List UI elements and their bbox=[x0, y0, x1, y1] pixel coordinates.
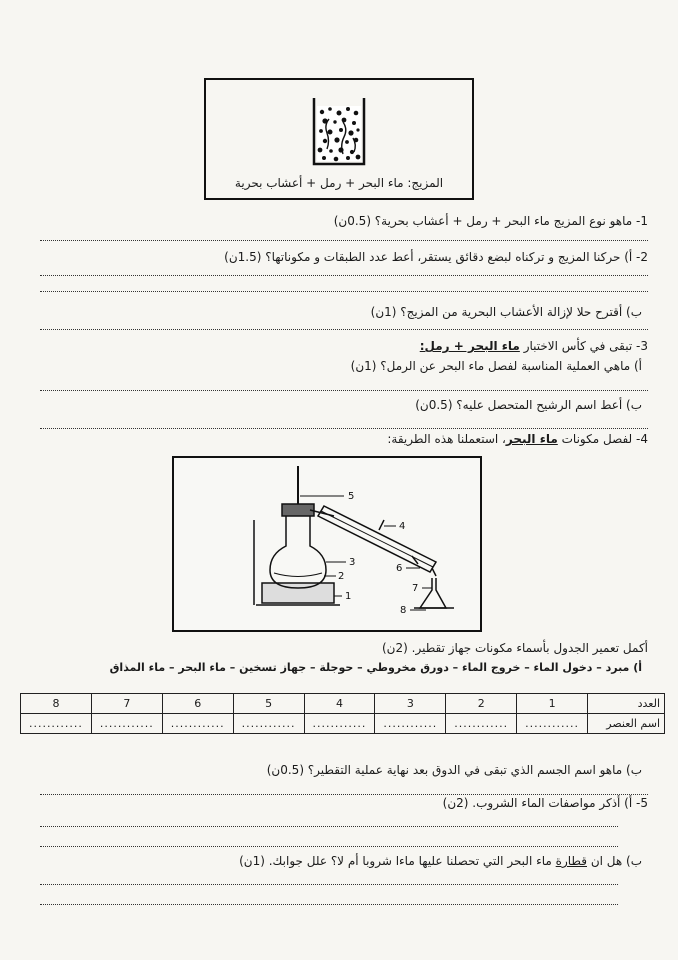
question-3-prefix: 3- تبقى في كأس الاختبار bbox=[523, 339, 648, 353]
question-5b-highlight: قطارة bbox=[555, 854, 587, 868]
question-4b: ب) ماهو اسم الجسم الذي تبقى في الدوق بعد نهاية عملية التقطير؟ (0.5ن) bbox=[266, 763, 642, 777]
table-cell-blank[interactable]: ............ bbox=[446, 714, 517, 734]
question-4-instruction: أكمل تعمير الجدول بأسماء مكونات جهاز تقطير. (2ن) bbox=[382, 641, 648, 655]
table-cell-number: 1 bbox=[517, 694, 588, 714]
mixture-caption: المزيج: ماء البحر + رمل + أعشاب بحرية bbox=[234, 176, 444, 190]
answer-line[interactable] bbox=[40, 390, 648, 391]
answer-line[interactable] bbox=[40, 904, 618, 905]
table-cell-number: 5 bbox=[233, 694, 304, 714]
table-cell-number: 8 bbox=[21, 694, 92, 714]
apparatus-label-4: 4 bbox=[399, 521, 406, 532]
apparatus-label-8: 8 bbox=[400, 605, 407, 616]
table-cell-blank[interactable]: ............ bbox=[162, 714, 233, 734]
table-cell-blank[interactable]: ............ bbox=[91, 714, 162, 734]
distillation-figure bbox=[172, 456, 482, 632]
apparatus-label-6: 6 bbox=[396, 563, 403, 574]
table-cell-blank[interactable]: ............ bbox=[233, 714, 304, 734]
apparatus-label-1: 1 bbox=[345, 591, 352, 602]
answer-line[interactable] bbox=[40, 329, 648, 330]
question-5b-prefix: ب) هل ان bbox=[590, 854, 642, 868]
question-3-highlight: ماء البحر + رمل: bbox=[419, 339, 520, 353]
mixture-figure bbox=[204, 78, 474, 200]
table-cell-blank[interactable]: ............ bbox=[375, 714, 446, 734]
table-cell-blank[interactable]: ............ bbox=[304, 714, 375, 734]
table-cell-number: 2 bbox=[446, 694, 517, 714]
apparatus-label-2: 2 bbox=[338, 571, 345, 582]
table-cell-number: 6 bbox=[162, 694, 233, 714]
question-5a: 5- أ) أذكر مواصفات الماء الشروب. (2ن) bbox=[442, 796, 648, 810]
table-header-name: اسم العنصر bbox=[588, 714, 665, 734]
question-2a: 2- أ) حركنا المزيج و تركناه لبضع دقائق يستقر، أعط عدد الطبقات و مكوناتها؟ (1.5ن) bbox=[224, 250, 648, 264]
answer-line[interactable] bbox=[40, 428, 648, 429]
question-1: 1- ماهو نوع المزيج ماء البحر + رمل + أعشاب بحرية؟ (0.5ن) bbox=[333, 214, 648, 228]
table-header-number: العدد bbox=[588, 694, 665, 714]
answer-line[interactable] bbox=[40, 884, 618, 885]
table-row bbox=[21, 714, 665, 734]
answer-line[interactable] bbox=[40, 826, 618, 827]
table-cell-blank[interactable]: ............ bbox=[21, 714, 92, 734]
question-3a: أ) ماهي العملية المناسبة لفصل ماء البحر عن الرمل؟ (1ن) bbox=[350, 359, 642, 373]
question-4-prefix: 4- لفصل مكونات bbox=[561, 432, 648, 446]
table-cell-blank[interactable]: ............ bbox=[517, 714, 588, 734]
table-cell-number: 4 bbox=[304, 694, 375, 714]
question-4-suffix: ، استعملنا هذه الطريقة: bbox=[387, 432, 506, 446]
table-row bbox=[21, 694, 665, 714]
answer-line[interactable] bbox=[40, 275, 648, 276]
question-4-options: أ) مبرد – دخول الماء – خروج الماء – دورق مخروطي – حوجلة – جهاز تسخين – ماء البحر – ماء المذاق bbox=[109, 661, 642, 674]
question-4 bbox=[387, 431, 648, 447]
answer-line[interactable] bbox=[40, 240, 648, 241]
beaker-mixture-icon bbox=[310, 94, 368, 168]
question-5b-suffix: ماء البحر التي تحصلنا عليها ماءا شروبا أم لا؟ علل جوابك. (1ن) bbox=[239, 854, 552, 868]
apparatus-label-7: 7 bbox=[412, 583, 419, 594]
table-cell-number: 7 bbox=[91, 694, 162, 714]
table-cell-number: 3 bbox=[375, 694, 446, 714]
answer-line[interactable] bbox=[40, 291, 648, 292]
apparatus-label-3: 3 bbox=[349, 557, 356, 568]
question-4-highlight: ماء البحر bbox=[505, 432, 558, 446]
question-5b bbox=[239, 853, 642, 869]
question-3 bbox=[420, 338, 648, 354]
components-table bbox=[20, 693, 665, 734]
apparatus-label-5: 5 bbox=[348, 491, 355, 502]
question-2b: ب) أقترح حلا لإزالة الأعشاب البحرية من المزيج؟ (1ن) bbox=[370, 305, 642, 319]
distillation-apparatus-icon bbox=[174, 458, 480, 630]
answer-line[interactable] bbox=[40, 846, 618, 847]
question-3b: ب) أعط اسم الرشيح المتحصل عليه؟ (0.5ن) bbox=[415, 398, 642, 412]
